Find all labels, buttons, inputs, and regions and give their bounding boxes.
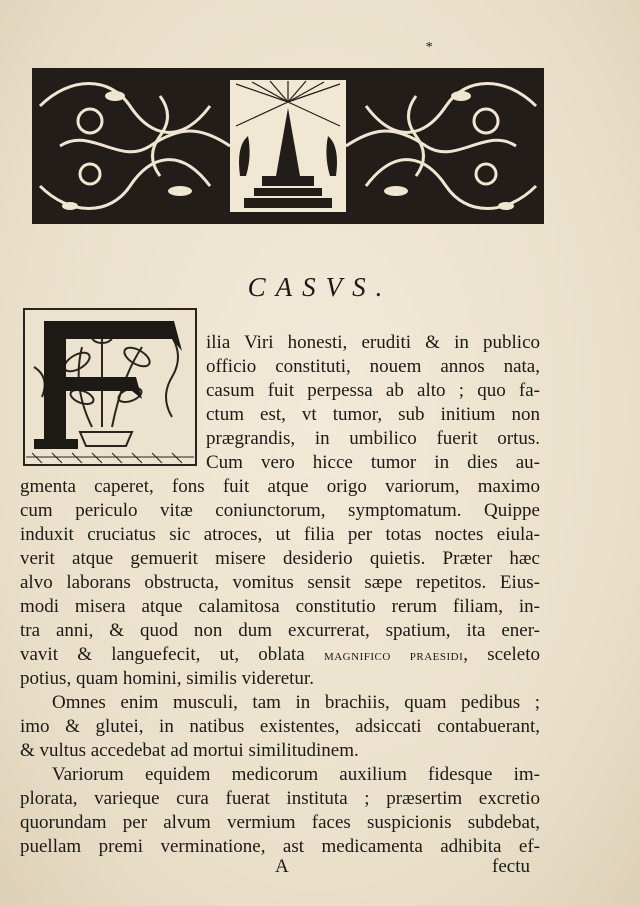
text-line: potius, quam homini, similis videretur. <box>20 668 314 689</box>
signature-mark: * <box>425 40 432 55</box>
text-line: Omnes enim musculi, tam in brachiis, quam pedibus ; <box>52 692 540 713</box>
text-line: alvo laborans obstructa, vomitus sensit sæpe repetitos. Eius- <box>20 572 540 593</box>
text-line: quorundam per alvum vermium faces suspicionis subdebat, <box>20 812 540 833</box>
text-line: verit atque gemuerit misere desiderio quietis. Præter hæc <box>20 548 540 569</box>
headpiece-ornament <box>30 66 546 226</box>
paragraph-1 <box>206 331 540 475</box>
catchword: fectu <box>492 856 530 877</box>
text-line: cum periculo vitæ coniunctorum, symptomatum. Quippe <box>20 500 540 521</box>
text-line: modi misera atque calamitosa constitutio rerum filiam, in- <box>20 596 540 617</box>
text-fragment: , sceleto <box>463 644 540 665</box>
text-line: gmenta caperet, fons fuit atque origo variorum, maximo <box>20 476 540 497</box>
section-heading: CASVS. <box>247 272 393 302</box>
text-line: ctum est, vt tumor, sub initium non <box>206 404 540 425</box>
small-caps-dedication: magnifico praesidi <box>323 647 464 664</box>
text-line: & vultus accedebat ad mortui similitudinem. <box>20 740 359 761</box>
text-line: puellam premi verminatione, ast medicamenta adhibita ef- <box>20 836 540 857</box>
signature-letter: A <box>275 856 289 877</box>
drop-cap-ornament <box>22 307 198 467</box>
text-line: prægrandis, in umbilico fuerit ortus. <box>206 428 540 449</box>
drop-cap-letter: F <box>22 307 23 308</box>
text-line: officio constituti, nouem annos nata, <box>206 356 540 377</box>
text-fragment: vavit & languefecit, ut, oblata <box>20 644 324 665</box>
text-line: Variorum equidem medicorum auxilium fidesque im- <box>52 764 540 785</box>
text-line: casum fuit perpessa ab alto ; quo fa- <box>206 380 540 401</box>
text-line: induxit cruciatus sic atroces, ut filia per totas noctes eiula- <box>20 524 540 545</box>
text-line: imo & glutei, in natibus existentes, adsiccati contabuerant, <box>20 716 540 737</box>
text-line: tra anni, & quod non dum excurrerat, spatium, ita ener- <box>20 620 540 641</box>
text-line-magnifico <box>20 643 540 667</box>
body-text <box>20 475 540 859</box>
page-footer <box>20 856 530 882</box>
text-line: plorata, varieque cura fuerat instituta ; præsertim excretio <box>20 788 540 809</box>
text-line: Cum vero hicce tumor in dies au- <box>206 452 540 473</box>
text-line: ilia Viri honesti, eruditi & in publico <box>206 332 540 353</box>
